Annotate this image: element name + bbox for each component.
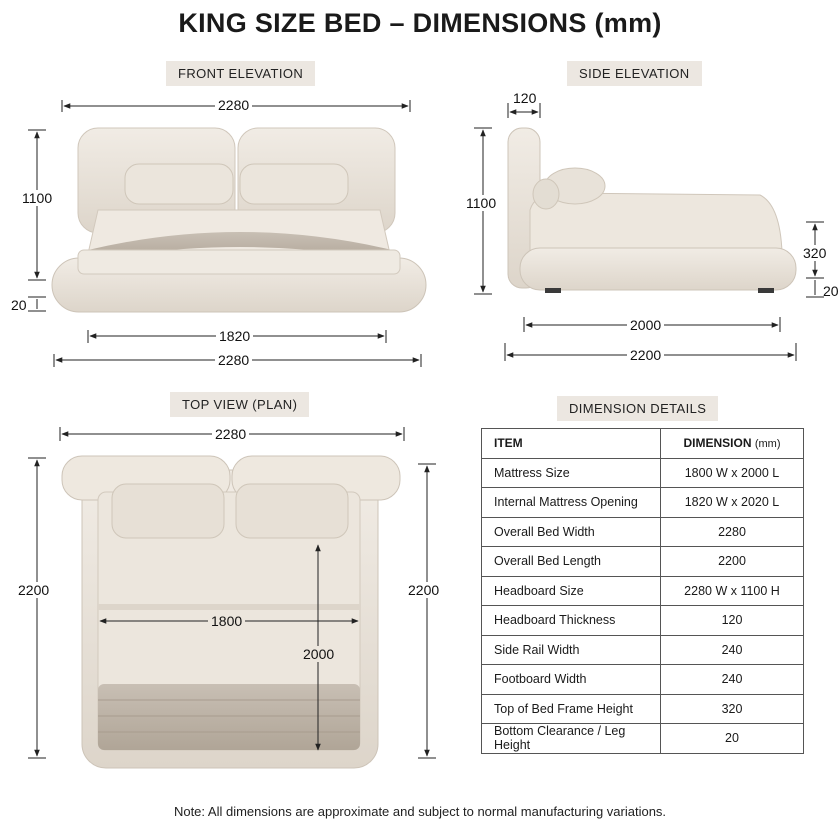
table-row: [482, 517, 804, 547]
row-value: 1820 W x 2020 L: [661, 488, 804, 518]
row-value: 240: [661, 665, 804, 695]
table-header-row: [482, 429, 804, 459]
front-width-top: 2280: [215, 97, 252, 113]
row-item: Top of Bed Frame Height: [482, 694, 661, 724]
front-inner-width: 1820: [216, 328, 253, 344]
top-width: 2280: [212, 426, 249, 442]
row-item: Bottom Clearance / Leg Height: [482, 724, 661, 754]
row-item: Headboard Thickness: [482, 606, 661, 636]
side-mattress-length: 2000: [627, 317, 664, 333]
side-clearance: 20: [823, 283, 839, 299]
table-row: [482, 606, 804, 636]
column-header-unit: (mm): [754, 438, 781, 451]
front-elevation-drawing: [28, 100, 426, 367]
row-value: 20: [661, 724, 804, 754]
top-view-label: TOP VIEW (PLAN): [170, 392, 309, 417]
row-value: 320: [661, 694, 804, 724]
side-height: 1100: [463, 195, 499, 211]
top-length-right: 2200: [405, 582, 442, 598]
table-row: [482, 576, 804, 606]
side-frame-height: 320: [800, 245, 829, 261]
top-mattress-width: 1800: [208, 613, 245, 629]
row-value: 2280 W x 1100 H: [661, 576, 804, 606]
column-header-dimension: [661, 429, 804, 459]
row-value: 1800 W x 2000 L: [661, 458, 804, 488]
row-item: Side Rail Width: [482, 635, 661, 665]
top-mattress-length: 2000: [300, 646, 337, 662]
page-title: KING SIZE BED – DIMENSIONS (mm): [178, 8, 662, 38]
dimension-details-label: DIMENSION DETAILS: [557, 396, 718, 421]
side-thickness: 120: [513, 90, 537, 106]
column-header-item: ITEM: [482, 429, 661, 459]
row-item: Internal Mattress Opening: [482, 488, 661, 518]
row-value: 120: [661, 606, 804, 636]
front-width-bottom: 2280: [215, 352, 252, 368]
table-row: [482, 635, 804, 665]
table-row: [482, 724, 804, 754]
row-item: Headboard Size: [482, 576, 661, 606]
row-value: 2280: [661, 517, 804, 547]
column-header-dimension-label: DIMENSION: [683, 436, 752, 451]
row-item: Overall Bed Width: [482, 517, 661, 547]
top-view-drawing: [28, 427, 436, 768]
side-overall-length: 2200: [627, 347, 664, 363]
table-row: [482, 665, 804, 695]
row-value: 240: [661, 635, 804, 665]
row-value: 2200: [661, 547, 804, 577]
front-elevation-label: FRONT ELEVATION: [166, 61, 315, 86]
table-row: [482, 547, 804, 577]
dimension-details-table: [481, 428, 804, 754]
table-row: [482, 458, 804, 488]
front-clearance: 20: [11, 297, 27, 313]
table-row: [482, 488, 804, 518]
top-length-left: 2200: [15, 582, 52, 598]
side-elevation-label: SIDE ELEVATION: [567, 61, 702, 86]
row-item: Overall Bed Length: [482, 547, 661, 577]
table-row: [482, 694, 804, 724]
row-item: Footboard Width: [482, 665, 661, 695]
front-height: 1100: [19, 190, 55, 206]
footnote: Note: All dimensions are approximate and subject to normal manufacturing variations.: [173, 804, 667, 819]
row-item: Mattress Size: [482, 458, 661, 488]
